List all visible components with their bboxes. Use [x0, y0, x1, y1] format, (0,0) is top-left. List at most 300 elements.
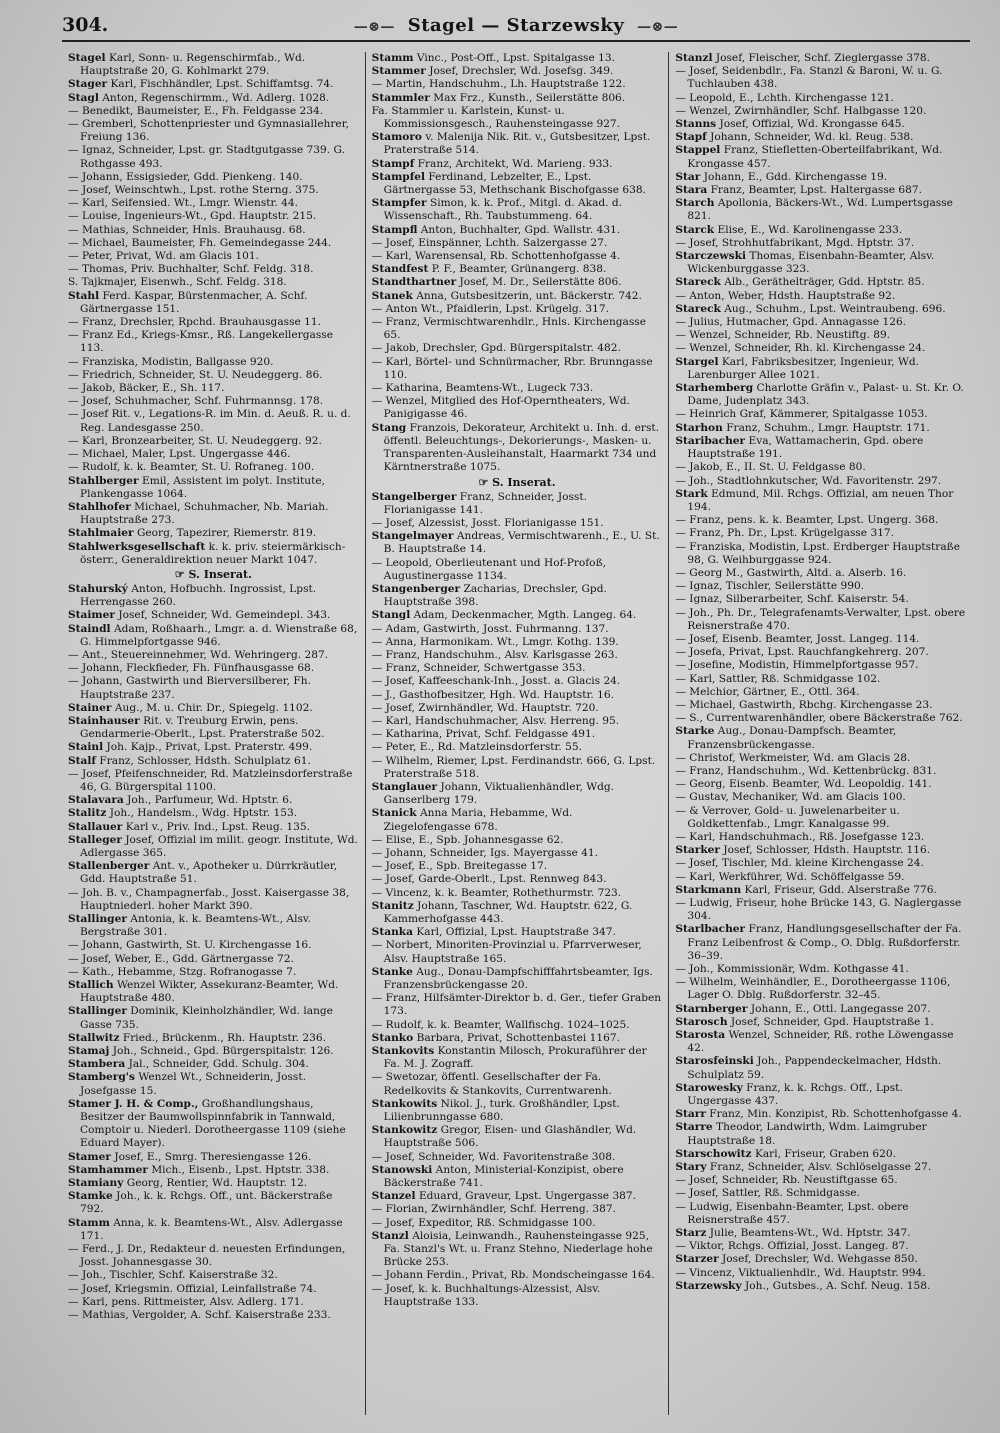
entry-details: k. k. priv. steiermärkisch-österr., Generaldirektion neuer Markt 1047.: [80, 540, 346, 566]
entry-details: — Johann, Essigsieder, Gdd. Pienkeng. 140.: [68, 170, 303, 183]
entry-surname: Stang: [371, 421, 407, 434]
directory-entry: [372, 382, 663, 395]
directory-entry: [68, 171, 359, 184]
directory-entry: [675, 1055, 966, 1081]
entry-surname: Stankowitz: [371, 1124, 438, 1137]
directory-entry: [68, 821, 359, 834]
directory-entry: [68, 105, 359, 118]
entry-details: Wenzel Wikter, Assekuranz-Beamter, Wd. Hauptstraße 480.: [80, 979, 339, 1005]
directory-entry: [68, 395, 359, 408]
directory-entry: [68, 1005, 359, 1031]
entry-details: Adam, Deckenmacher, Mgth. Langeg. 64.: [413, 609, 637, 622]
entry-details: Franz, Architekt, Wd. Marieng. 933.: [417, 157, 613, 170]
entry-surname: Stalitz: [68, 807, 107, 820]
entry-details: — Jakob, Bäcker, E., Sh. 117.: [68, 382, 225, 395]
entry-details: — Wilhelm, Weinhändler, E., Dorotheergasse 1106, Lager O. Dblg. Rußdorferstr. 32–45.: [675, 976, 951, 1002]
directory-entry: [68, 144, 359, 170]
directory-entry: [68, 1243, 359, 1269]
entry-surname: Stanick: [371, 807, 417, 820]
entry-details: Karl, Offizial, Lpst. Hauptstraße 347.: [416, 926, 616, 939]
entry-details: Georg, Tapezirer, Riemerstr. 819.: [136, 527, 317, 540]
entry-surname: Stambera: [68, 1058, 126, 1071]
directory-entry: [675, 316, 966, 329]
entry-surname: Starosfeinski: [675, 1055, 754, 1068]
directory-entry: [372, 675, 663, 688]
entry-details: — Ludwig, Friseur, hohe Brücke 143, G. Naglergasse 304.: [675, 897, 962, 923]
entry-details: — Johann Ferdin., Privat, Rb. Mondscheingasse 164.: [371, 1269, 655, 1282]
entry-details: — Benedikt, Baumeister, E., Fh. Feldgasse 234.: [68, 104, 324, 117]
entry-surname: Stamer J. H. & Comp.,: [68, 1097, 199, 1110]
entry-details: — Franz, Ph. Dr., Lpst. Krügelgasse 317.: [675, 527, 895, 540]
entry-details: — Josef, Pfeifenschneider, Rd. Matzleinsdorferstraße 46, G. Bürgerspital 1100.: [68, 767, 353, 793]
directory-entry: [68, 250, 359, 263]
entry-surname: Stagl: [68, 91, 99, 104]
directory-entry: [372, 1151, 663, 1164]
entry-details: Josef, Drechsler, Wd. Josefsg. 349.: [429, 65, 614, 78]
directory-entry: [675, 1003, 966, 1016]
entry-details: Josef, Schneider, Wd. Gemeindepl. 343.: [118, 609, 331, 622]
directory-entry: [675, 778, 966, 791]
directory-entry: [372, 1203, 663, 1216]
entry-surname: Stahlberger: [68, 474, 139, 487]
entry-surname: Stahlwerksgesellschaft: [68, 540, 206, 553]
entry-details: — Peter, E., Rd. Matzleinsdorferstr. 55.: [371, 741, 583, 754]
entry-surname: Stanka: [371, 926, 413, 939]
column-2: [365, 52, 669, 1415]
directory-entry: [372, 1124, 663, 1150]
entry-details: — Rudolf, k. k. Beamter, St. U. Rofraneg. 100.: [68, 461, 315, 474]
entry-details: — Swetozar, öffentl. Gesellschafter der Fa. Redelkovits & Stankovits, Currentwarenh.: [371, 1071, 612, 1097]
entry-details: Julie, Beamtens-Wt., Wd. Hptstr. 347.: [709, 1227, 911, 1240]
entry-details: Joh., Handelsm., Wdg. Hptstr. 153.: [109, 807, 298, 820]
entry-surname: Stapf: [675, 131, 707, 144]
directory-entry: [68, 1309, 359, 1322]
directory-entry: [372, 926, 663, 939]
entry-details: Franz, Stiefletten-Oberteilfabrikant, Wd. Krongasse 457.: [687, 144, 943, 170]
entry-details: — Karl, Börtel- und Schnürmacher, Rbr. Brunngasse 110.: [371, 355, 653, 381]
entry-details: — Rudolf, k. k. Beamter, Wallfischg. 1024–1025.: [371, 1018, 630, 1031]
directory-entry: [68, 316, 359, 329]
entry-details: — Franziska, Modistin, Lpst. Erdberger Hauptstraße 98, G. Weihburggasse 924.: [675, 540, 961, 566]
directory-entry: [372, 939, 663, 965]
entry-surname: Starkmann: [675, 883, 742, 896]
directory-entry: [372, 1098, 663, 1124]
directory-entry: [675, 1161, 966, 1174]
entry-details: — Josef, Zwirnhändler, Wd. Hauptstr. 720.: [371, 701, 599, 714]
entry-details: — Karl, Handschuhmach., Rß. Josefgasse 123.: [675, 830, 925, 843]
entry-details: — Michael, Maler, Lpst. Ungergasse 446.: [68, 448, 291, 461]
entry-details: Apollonia, Bäckers-Wt., Wd. Lumpertsgasse 821.: [687, 197, 953, 223]
entry-surname: Stangelmayer: [371, 530, 454, 543]
entry-details: — Josef, Schneider, Rb. Neustiftgasse 65.: [675, 1174, 898, 1187]
entry-details: — Kath., Hebamme, Stzg. Rofranogasse 7.: [68, 965, 297, 978]
entry-surname: Stamiany: [68, 1177, 124, 1190]
columns: [62, 52, 972, 1415]
entry-details: — Thomas, Priv. Buchhalter, Schf. Feldg. 318.: [68, 263, 314, 276]
entry-details: — Wilhelm, Riemer, Lpst. Ferdinandstr. 666, G. Lpst. Praterstraße 518.: [371, 754, 656, 780]
entry-details: Aug., Schuhm., Lpst. Weintraubeng. 696.: [724, 302, 946, 315]
entry-surname: Stary: [675, 1161, 707, 1174]
directory-entry: [372, 290, 663, 303]
entry-details: — Adam, Gastwirth, Josst. Fuhrmanng. 137.: [371, 622, 609, 635]
directory-entry: [675, 541, 966, 567]
directory-entry: [372, 887, 663, 900]
running-title: [62, 15, 970, 36]
entry-surname: Starker: [675, 844, 720, 857]
entry-details: Anton, Ministerial-Konzipist, obere Bäckerstraße 741.: [383, 1163, 624, 1190]
directory-entry: [372, 105, 663, 131]
entry-details: — Josef, Tischler, Md. kleine Kirchengasse 24.: [675, 857, 924, 870]
entry-details: Joh., Pappendeckelmacher, Hdsth. Schulplatz 59.: [687, 1055, 942, 1081]
directory-entry: [372, 583, 663, 609]
entry-details: Karl v., Priv. Ind., Lpst. Reug. 135.: [125, 820, 310, 833]
directory-entry: [675, 1174, 966, 1187]
entry-details: P. F., Beamter, Grünangerg. 838.: [431, 263, 607, 276]
entry-details: — Karl, pens. Rittmeister, Alsv. Adlerg. 171.: [68, 1295, 304, 1308]
directory-entry: [68, 224, 359, 237]
directory-entry: [68, 741, 359, 754]
directory-entry: [68, 1032, 359, 1045]
entry-surname: Stainhauser: [68, 714, 140, 727]
entry-surname: Stangenberger: [371, 582, 461, 595]
directory-entry: [68, 953, 359, 966]
entry-details: Franz, Beamter, Lpst. Haltergasse 687.: [710, 184, 922, 197]
entry-details: — Josefa, Privat, Lpst. Rauchfangkehrerg. 207.: [675, 646, 929, 659]
entry-surname: Stager: [68, 78, 108, 91]
entry-details: Josef, Fleischer, Schf. Zieglergasse 378.: [715, 52, 930, 64]
entry-surname: Stahurský: [68, 582, 128, 595]
entry-details: Josef, M. Dr., Seilerstätte 806.: [459, 276, 622, 289]
entry-details: Anton, Regenschirmm., Wd. Adlerg. 1028.: [102, 91, 330, 104]
directory-entry: [372, 224, 663, 237]
directory-entry: [68, 197, 359, 210]
directory-entry: [675, 382, 966, 408]
directory-entry: [68, 210, 359, 223]
entry-details: — Viktor, Rchgs. Offizial, Josst. Langeg. 87.: [675, 1240, 909, 1253]
directory-entry: [68, 1283, 359, 1296]
directory-entry: [675, 976, 966, 1002]
directory-entry: [68, 1269, 359, 1282]
entry-surname: Starnberger: [675, 1002, 748, 1015]
directory-entry: [68, 276, 359, 289]
directory-entry: [68, 382, 359, 395]
entry-details: S. Tajkmajer, Eisenwh., Schf. Feldg. 318.: [68, 276, 287, 289]
directory-entry: [372, 741, 663, 754]
directory-entry: [372, 158, 663, 171]
entry-surname: Starhon: [675, 421, 723, 434]
directory-entry: [68, 501, 359, 527]
directory-entry: [675, 527, 966, 540]
directory-entry: [675, 712, 966, 725]
directory-entry: [675, 1148, 966, 1161]
entry-surname: Stallwitz: [68, 1031, 120, 1044]
entry-surname: Stareck: [675, 276, 721, 289]
directory-entry: [68, 1098, 359, 1151]
entry-surname: Stahlhofer: [68, 500, 131, 513]
entry-details: — Martin, Handschuhm., Lh. Hauptstraße 122.: [371, 78, 626, 91]
directory-entry: [68, 675, 359, 701]
entry-details: — Josef, Weber, E., Gdd. Gärtnergasse 72.: [68, 952, 294, 965]
directory-entry: [675, 923, 966, 963]
entry-details: Fa. Stammler u. Karlstein, Kunst- u. Kommissionsgesch., Rauhensteingasse 927.: [371, 104, 621, 131]
entry-details: Josef, E., Smrg. Theresiengasse 126.: [114, 1150, 312, 1163]
directory-entry: [68, 237, 359, 250]
directory-entry: [372, 92, 663, 105]
entry-surname: Stainer: [68, 701, 112, 714]
running-title-text: Stagel — Starzewsky: [407, 14, 625, 36]
directory-entry: [372, 689, 663, 702]
entry-details: Max Frz., Kunsth., Seilerstätte 806.: [433, 91, 626, 104]
entry-details: — Joh. B. v., Champagnerfab., Josst. Kaisergasse 38, Hauptniederl. hoher Markt 390.: [68, 886, 350, 912]
entry-surname: Stamaj: [68, 1045, 110, 1058]
directory-entry: [372, 342, 663, 355]
entry-surname: Starch: [675, 197, 715, 210]
entry-surname: Standfest: [371, 263, 429, 276]
entry-surname: Starczewski: [675, 250, 746, 263]
entry-details: — Ignaz, Silberarbeiter, Schf. Kaiserstr. 54.: [675, 593, 909, 606]
entry-details: Johann, Taschner, Wd. Hauptstr. 622, G. Kammerhofgasse 443.: [383, 899, 633, 925]
directory-entry: [68, 52, 359, 78]
entry-details: — Joh., Stadtlohnkutscher, Wd. Favoritenstr. 297.: [675, 474, 942, 487]
directory-entry: [675, 52, 966, 65]
directory-entry: [68, 768, 359, 794]
entry-surname: Stamoro: [371, 131, 423, 144]
directory-entry: [372, 422, 663, 475]
directory-entry: [675, 593, 966, 606]
entry-details: — Karl, Warensensal, Rb. Schottenhofgasse 4.: [371, 250, 621, 263]
entry-details: — Leopold, Oberlieutenant und Hof-Profoß, Augustinergasse 1134.: [371, 556, 607, 582]
entry-details: Antonia, k. k. Beamtens-Wt., Alsv. Bergstraße 301.: [80, 913, 311, 939]
entry-details: Johann, E., Ottl. Langegasse 207.: [750, 1002, 931, 1015]
entry-details: — Julius, Hutmacher, Gpd. Annagasse 126.: [675, 316, 907, 329]
directory-entry: [675, 857, 966, 870]
directory-entry: [675, 963, 966, 976]
directory-entry: [675, 224, 966, 237]
directory-entry: [372, 1269, 663, 1282]
entry-surname: Stappel: [675, 144, 721, 157]
entry-details: Joh., Schneid., Gpd. Bürgerspitalstr. 126.: [112, 1045, 334, 1058]
entry-details: — Peter, Privat, Wd. am Glacis 101.: [68, 250, 259, 263]
directory-entry: [675, 1267, 966, 1280]
entry-details: — J., Gasthofbesitzer, Hgh. Wd. Hauptstr. 16.: [371, 688, 614, 701]
directory-entry: [675, 1121, 966, 1147]
entry-surname: Starre: [675, 1121, 713, 1134]
entry-surname: Starke: [675, 725, 715, 738]
directory-entry: [68, 448, 359, 461]
directory-entry: [675, 884, 966, 897]
directory-entry: [68, 913, 359, 939]
directory-entry: [675, 791, 966, 804]
directory-entry: [675, 1108, 966, 1121]
entry-details: Josef, Schneider, Gpd. Hauptstraße 1.: [730, 1015, 934, 1028]
directory-entry: [372, 1045, 663, 1071]
entry-details: — Michael, Gastwirth, Rbchg. Kirchengasse 23.: [675, 698, 933, 711]
directory-entry: [675, 92, 966, 105]
entry-details: Nikol. J., turk. Großhändler, Lpst. Lilienbrunngasse 680.: [383, 1097, 620, 1124]
directory-entry: [372, 715, 663, 728]
directory-entry: [372, 1283, 663, 1309]
entry-details: — Franz, Hilfsämter-Direktor b. d. Ger., tiefer Graben 173.: [371, 992, 662, 1018]
directory-entry: [372, 263, 663, 276]
entry-details: ☞ S. Inserat.: [174, 567, 252, 581]
directory-entry: [68, 527, 359, 540]
entry-details: — Karl, Bronzearbeiter, St. U. Neudeggerg. 92.: [68, 434, 322, 447]
entry-details: Josef, Drechsler, Wd. Wehgasse 850.: [722, 1253, 918, 1266]
entry-surname: Stallich: [68, 979, 114, 992]
directory-entry: [372, 966, 663, 992]
entry-surname: Stanzl: [371, 1229, 409, 1242]
entry-details: Johann, E., Gdd. Kirchengasse 19.: [703, 170, 888, 183]
entry-details: — Katharina, Privat, Schf. Feldgasse 491.: [371, 728, 596, 741]
column-3: [668, 52, 972, 1415]
entry-details: — Georg M., Gastwirth, Altd. a. Alserb. 16.: [675, 566, 907, 579]
directory-entry: [675, 1029, 966, 1055]
entry-details: Franz, Schneider, Josst. Florianigasse 141.: [383, 490, 587, 516]
entry-details: — Josef, Einspänner, Lchth. Salzergasse 27.: [371, 236, 608, 249]
entry-details: — Georg, Eisenb. Beamter, Wd. Leopoldig. 141.: [675, 778, 932, 791]
entry-details: Ant. v., Apotheker u. Dürrkräutler, Gdd. Hauptstraße 51.: [80, 860, 338, 886]
directory-entry: [372, 847, 663, 860]
entry-details: — Michael, Baumeister, Fh. Gemeindegasse 244.: [68, 236, 332, 249]
directory-entry: [68, 78, 359, 91]
entry-details: — Elise, E., Spb. Johannesgasse 62.: [371, 833, 564, 846]
directory-entry: [675, 303, 966, 316]
directory-entry: [372, 807, 663, 833]
entry-details: Franz, Min. Konzipist, Rb. Schottenhofgasse 4.: [709, 1108, 962, 1121]
entry-surname: Stanowski: [371, 1163, 433, 1176]
directory-entry: [68, 623, 359, 649]
entry-details: — Josef, E., Spb. Breitegasse 17.: [371, 860, 548, 873]
entry-details: Karl, Fabriksbesitzer, Ingenieur, Wd. Larenburger Allee 1021.: [687, 355, 919, 381]
entry-details: — Louise, Ingenieurs-Wt., Gpd. Hauptstr. 215.: [68, 210, 317, 223]
directory-entry: [675, 673, 966, 686]
entry-details: — Christof, Werkmeister, Wd. am Glacis 28.: [675, 751, 911, 764]
entry-details: — Melchior, Gärtner, E., Ottl. 364.: [675, 685, 860, 698]
entry-surname: Stargel: [675, 355, 719, 368]
entry-details: Wenzel, Schneider, Rß. rothe Löwengasse 42.: [687, 1029, 954, 1055]
entry-details: — Joh., Tischler, Schf. Kaiserstraße 32.: [68, 1269, 278, 1282]
entry-details: Joh., k. k. Rchgs. Off., unt. Bäckerstraße 792.: [80, 1190, 333, 1216]
entry-details: — Mathias, Vergolder, A. Schf. Kaiserstraße 233.: [68, 1309, 331, 1322]
entry-surname: Stark: [675, 487, 708, 500]
directory-entry: [68, 541, 359, 567]
directory-entry: [675, 1240, 966, 1253]
directory-entry: [372, 197, 663, 223]
directory-entry: [68, 860, 359, 886]
directory-entry: [675, 607, 966, 633]
directory-entry: [675, 65, 966, 91]
directory-entry: [68, 369, 359, 382]
directory-entry: [675, 356, 966, 382]
entry-details: — S., Currentwarenhändler, obere Bäckerstraße 762.: [675, 712, 963, 725]
entry-details: — Ignaz, Tischler, Seilerstätte 990.: [675, 580, 865, 593]
entry-details: Mich., Eisenb., Lpst. Hptstr. 338.: [151, 1163, 330, 1176]
page-header: [62, 12, 970, 38]
directory-entry: [68, 1045, 359, 1058]
entry-surname: Star: [675, 170, 701, 183]
directory-entry: [372, 530, 663, 556]
entry-surname: Starzer: [675, 1253, 719, 1266]
directory-entry: [68, 1177, 359, 1190]
directory-entry: [68, 290, 359, 316]
entry-details: Gregor, Eisen- und Glashändler, Wd. Hauptstraße 506.: [383, 1124, 637, 1150]
entry-details: — Joh., Ph. Dr., Telegrafenamts-Verwalter, Lpst. obere Reisnerstraße 470.: [675, 606, 966, 632]
directory-entry: [675, 1187, 966, 1200]
entry-surname: Stampfel: [371, 170, 426, 183]
directory-entry: [68, 118, 359, 144]
entry-surname: Stanns: [675, 118, 717, 131]
directory-entry: [675, 250, 966, 276]
directory-entry: [675, 118, 966, 131]
entry-surname: Starschowitz: [675, 1147, 752, 1160]
directory-entry: [68, 715, 359, 741]
directory-entry: [675, 475, 966, 488]
entry-details: — Franz, Handschuhm., Wd. Kettenbrückg. 831.: [675, 764, 937, 777]
entry-details: — Anton Wt., Pfaidlerin, Lpst. Krügelg. 317.: [371, 302, 609, 315]
ornament-left-icon: —⊗—: [353, 18, 395, 35]
directory-entry: [675, 567, 966, 580]
directory-entry: [372, 276, 663, 289]
entry-details: Aug., Donau-Dampfschifffahrtsbeamter, Igs. Franzensbrückengasse 20.: [383, 965, 653, 992]
directory-entry: [372, 250, 663, 263]
directory-entry: [68, 807, 359, 820]
directory-entry: [675, 871, 966, 884]
entry-surname: Stankowits: [371, 1097, 438, 1110]
directory-entry: [68, 475, 359, 501]
directory-entry: [372, 623, 663, 636]
entry-details: Johann, Viktualienhändler, Wdg. Ganserlberg 179.: [383, 780, 615, 807]
directory-entry: [68, 356, 359, 369]
entry-details: — Josef, k. k. Buchhaltungs-Alzessist, Alsv. Hauptstraße 133.: [371, 1282, 601, 1308]
directory-entry: [675, 580, 966, 593]
directory-entry: [68, 1151, 359, 1164]
directory-entry: [372, 834, 663, 847]
entry-details: Karl, Sonn- u. Regenschirmfab., Wd. Hauptstraße 20, G. Kohlmarkt 279.: [80, 52, 306, 78]
entry-details: Adam, Roßhaarh., Lmgr. a. d. Wienstraße 68, G. Himmelpfortgasse 946.: [80, 622, 358, 648]
entry-details: Joh., Gutsbes., A. Schf. Neug. 158.: [745, 1279, 931, 1292]
entry-details: Barbara, Privat, Schottenbastei 1167.: [416, 1031, 620, 1044]
directory-entry: [675, 435, 966, 461]
entry-details: — Karl, Handschuhmacher, Alsv. Herreng. 95.: [371, 714, 620, 727]
entry-details: — Leopold, E., Lchth. Kirchengasse 121.: [675, 91, 894, 104]
directory-entry: [68, 794, 359, 807]
entry-details: Ferd. Kaspar, Bürstenmacher, A. Schf. Gärtnergasse 151.: [80, 289, 308, 315]
directory-entry: [372, 662, 663, 675]
entry-surname: Starowesky: [675, 1081, 743, 1094]
directory-entry: [675, 1082, 966, 1108]
entry-details: — Florian, Zwirnhändler, Schf. Herreng. 387.: [371, 1203, 616, 1216]
entry-surname: Stalavara: [68, 794, 124, 807]
entry-details: Karl, Fischhändler, Lpst. Schiffamtsg. 74.: [110, 78, 334, 91]
entry-surname: Stanitz: [371, 899, 414, 912]
directory-entry: [372, 65, 663, 78]
entry-surname: Stanzel: [371, 1190, 416, 1203]
directory-entry: [372, 171, 663, 197]
entry-details: Thomas, Eisenbahn-Beamter, Alsv. Wickenburggasse 323.: [687, 250, 935, 276]
entry-surname: Stainl: [68, 741, 104, 754]
entry-surname: Starlbacher: [675, 923, 746, 936]
directory-entry: [372, 702, 663, 715]
entry-details: Johann, Schneider, Wd. kl. Reug. 538.: [710, 131, 914, 144]
directory-entry: [68, 649, 359, 662]
entry-details: Aug., M. u. Chir. Dr., Spiegelg. 1102.: [114, 701, 313, 714]
directory-entry: [372, 649, 663, 662]
entry-surname: Stangelberger: [371, 490, 457, 503]
entry-details: Joh. Kajp., Privat, Lpst. Praterstr. 499.: [106, 741, 313, 754]
entry-details: — Josef, Strohhutfabrikant, Mgd. Hptstr. 37.: [675, 236, 915, 249]
directory-entry: [68, 435, 359, 448]
entry-details: Simon, k. k. Prof., Mitgl. d. Akad. d. Wissenschaft., Rh. Taubstummeng. 64.: [383, 197, 623, 223]
